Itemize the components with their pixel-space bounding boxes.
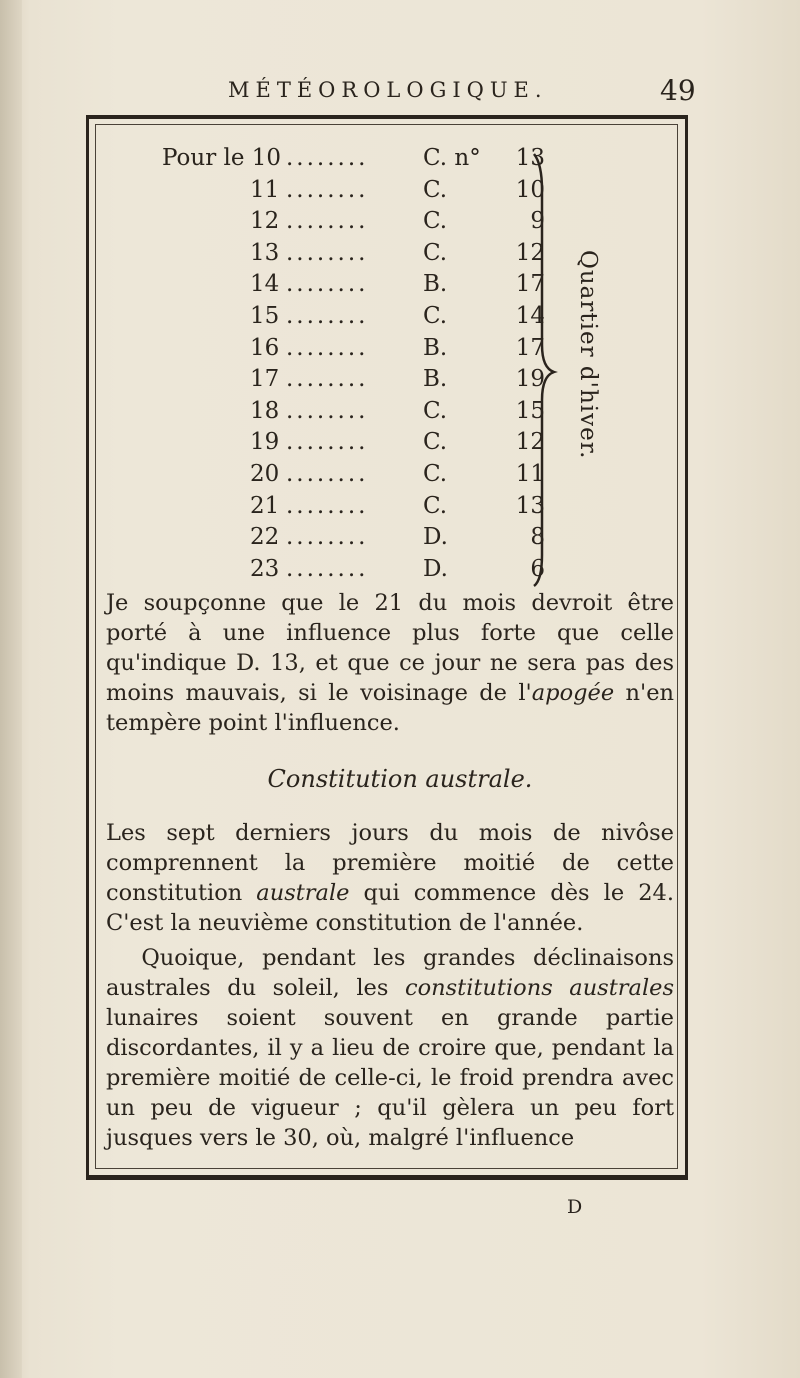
row-constellation: D. <box>423 524 448 551</box>
row-number: 6 <box>530 555 545 582</box>
dot-leader: ........ <box>286 271 369 298</box>
table-row <box>0 393 800 429</box>
row-number: 9 <box>530 208 545 235</box>
row-constellation: C. <box>423 176 448 203</box>
dot-leader: ........ <box>286 429 369 456</box>
row-constellation: C. <box>423 397 448 424</box>
dot-leader: ........ <box>286 145 369 171</box>
row-constellation: C. <box>423 303 448 329</box>
dot-leader: ........ <box>286 397 369 424</box>
row-number: 15 <box>515 397 545 424</box>
paragraph-1: Je soupçonne que le 21 du mois devroit être porté à une influence plus forte que celle qu'indique D. 13, et que ce jour ne sera pas des moins mauvais, si le voisinage de l'apogée n'en tempère point l'influence. <box>106 590 675 736</box>
row-constellation: C. <box>423 429 448 456</box>
section-heading: Constitution australe. <box>267 765 533 793</box>
paragraph-2: Les sept derniers jours du mois de nivôse comprennent la première moitié de cette constitution australe qui commence dès le 24. C'est la neuvième constitution de l'année. <box>106 820 674 936</box>
row-number: 12 <box>515 429 545 456</box>
row-number: 11 <box>515 461 545 487</box>
right-brace-icon <box>530 150 566 590</box>
row-day: 17 <box>250 366 280 393</box>
row-constellation: B. <box>423 271 448 298</box>
table-row <box>0 235 800 271</box>
dot-leader: ........ <box>286 555 369 582</box>
dot-leader: ........ <box>286 334 369 361</box>
dot-leader: ........ <box>286 303 369 329</box>
row-constellation: C. <box>423 461 448 487</box>
row-day: 13 <box>250 239 280 266</box>
row-day: 21 <box>250 492 280 519</box>
row-constellation: B. <box>423 334 448 361</box>
table-row <box>0 172 800 208</box>
row-day: 20 <box>250 461 280 487</box>
row-number: 13 <box>515 492 545 519</box>
table-row <box>0 266 800 302</box>
row-day: 23 <box>250 555 280 582</box>
row-day: 18 <box>250 397 280 424</box>
table-row <box>0 488 800 524</box>
row-number: 10 <box>515 176 545 203</box>
row-number: 17 <box>515 271 545 298</box>
row-day: 19 <box>250 429 280 456</box>
row-constellation: B. <box>423 366 448 393</box>
running-head <box>0 72 800 112</box>
dot-leader: ........ <box>286 176 369 203</box>
row-constellation: C. <box>423 492 448 519</box>
paragraph-3: Quoique, pendant les grandes déclinaisons australes du soleil, les constitutions australes lunaires soient souvent en grande partie discordantes, il y a lieu de croire que, pendant la première moitié de celle-ci, le froid prendra avec un peu de vigueur ; qu'il gèlera un peu fort jusques vers le 30, où, malgré l'influence <box>106 945 675 1151</box>
row-day: 12 <box>250 208 280 235</box>
row-day: 22 <box>250 524 280 551</box>
dot-leader: ........ <box>286 366 369 393</box>
page-number: 49 <box>660 74 696 107</box>
row-day: 11 <box>250 176 280 203</box>
row-day: 14 <box>250 271 280 298</box>
season-label: Quartier d'hiver. <box>575 250 601 460</box>
row-constellation: C. <box>423 208 448 235</box>
row-number: 14 <box>515 303 545 329</box>
dot-leader: ........ <box>286 208 369 235</box>
table-row <box>0 551 800 587</box>
table-row <box>0 456 800 492</box>
dot-leader: ........ <box>286 239 369 266</box>
table-row <box>0 140 800 176</box>
row-number: 17 <box>515 334 545 361</box>
table-row <box>0 330 800 366</box>
table-row <box>0 298 800 334</box>
row-day: 15 <box>250 303 280 329</box>
dot-leader: ........ <box>286 492 369 519</box>
row-constellation: C. n° <box>423 145 481 171</box>
row-number: 13 <box>515 145 545 171</box>
row-number: 19 <box>515 366 545 393</box>
row-number: 12 <box>515 239 545 266</box>
row-label: Pour le 10 <box>162 145 282 171</box>
table-row <box>0 361 800 397</box>
table-row <box>0 424 800 460</box>
row-number: 8 <box>530 524 545 551</box>
row-constellation: C. <box>423 239 448 266</box>
table-row <box>0 203 800 239</box>
row-constellation: D. <box>423 555 448 582</box>
dot-leader: ........ <box>286 524 369 551</box>
dot-leader: ........ <box>286 461 369 487</box>
row-day: 16 <box>250 334 280 361</box>
table-row <box>0 519 800 555</box>
signature-mark: D <box>567 1196 583 1218</box>
running-title: MÉTÉOROLOGIQUE. <box>228 78 548 102</box>
